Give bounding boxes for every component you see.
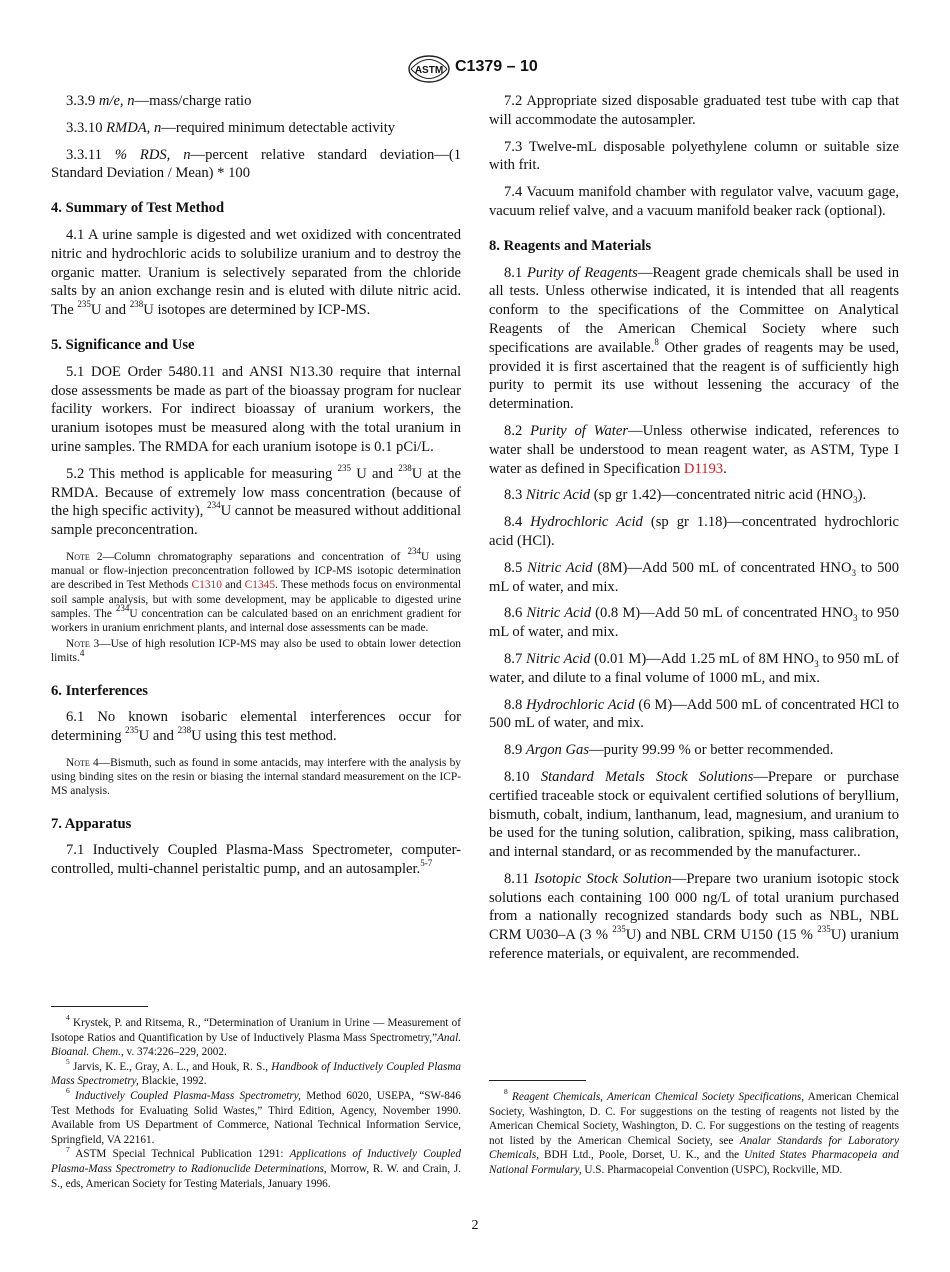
footnote-6: $^6$ Inductively Coupled Plasma-Mass Spectrometry, Method 6020, USEPA, “SW-846 Test Methods for Evaluating Solid Wastes,” Third Edition, Agency, November 1990. Available from US Department of Commerce, National Technical Information Service, Springfield, VA 22161. <box>51 1086 461 1146</box>
para-3-3-9: 3.3.9 m/e, n—mass/charge ratio <box>66 93 252 109</box>
para-5-2: 5.2 This method is applicable for measuring $^{235}$ U and $^{238}$U at the RMDA. Because of extremely low mass concentration (because of the high specific activity), $^{234}$U cannot be measured without additional sample preconcentration. <box>51 462 461 539</box>
page-header <box>0 54 950 86</box>
right-column <box>489 92 899 972</box>
para-6-1: 6.1 No known isobaric elemental interferences occur for determining $^{235}$U and $^{238}$U using this test method. <box>51 709 461 745</box>
para-8-3: 8.3 Nitric Acid (sp gr 1.42)—concentrated nitric acid $(HNO_3)$. <box>504 487 867 506</box>
para-8-7: 8.7 Nitric Acid (0.01 M)—Add 1.25 mL of 8M $HNO_3$ to 950 mL of water, and dilute to a final volume of 1000 mL, and mix. <box>489 650 900 686</box>
para-7-2: 7.2 Appropriate sized disposable graduated test tube with cap that will accommodate the autosampler. <box>489 93 899 128</box>
para-8-11: 8.11 Isotopic Stock Solution—Prepare two uranium isotopic stock solutions each containing 100 000 ng/L of total uranium purchased from a nationally recognized standards body such as NBL, NBL CRM U030–A (3 % $^{235}$U) and NBL CRM U150 (15 % $^{235}$U) uranium reference materials, or equivalent, are recommended. <box>489 870 899 963</box>
heading-apparatus: 7. Apparatus <box>51 815 132 832</box>
footnote-8: $^8$ Reagent Chemicals, American Chemical Society Specifications, American Chemical Society, Washington, D. C. For suggestions on the testing of reagents not listed by the American Chemical Society, Washington, D. C. For suggestions on the testing of reagents not listed by the American Chemical Society, see Analar Standards for Laboratory Chemicals, BDH Ltd., Poole, Dorset, U. K., and the United States Pharmacopeia and National Formulary, U.S. Pharmacopeial Convention (USPC), Rockville, MD. <box>489 1087 899 1176</box>
document-id: C1379 – 10 <box>455 58 538 75</box>
link-d1193[interactable]: D1193 <box>683 460 724 477</box>
astm-logo-icon <box>407 54 451 84</box>
link-c1345[interactable]: C1345 <box>244 579 276 592</box>
para-7-1: 7.1 Inductively Coupled Plasma-Mass Spectrometer, computer-controlled, multi-channel peristaltic pump, and an autosampler.$^{5-7}$ <box>51 842 461 878</box>
left-column <box>51 92 461 887</box>
para-8-10: 8.10 Standard Metals Stock Solutions—Prepare or purchase certified traceable stock or equivalent certified solutions of beryllium, bismuth, cobalt, indium, lanthanum, lead, magnesium, and uranium to be used for the tuning solution, calibration, spiking, mass calibration, and internal standard, or as recommended by the manufacturer.. <box>489 768 899 861</box>
footnote-5: $^5$ Jarvis, K. E., Gray, A. L., and Houk, R. S., Handbook of Inductively Coupled Plasma Mass Spectrometry, Blackie, 1992. <box>51 1057 461 1088</box>
heading-significance: 5. Significance and Use <box>51 336 195 353</box>
para-7-3: 7.3 Twelve-mL disposable polyethylene column or suitable size with frit. <box>489 138 899 174</box>
heading-summary: 4. Summary of Test Method <box>51 200 225 217</box>
para-8-2: 8.2 Purity of Water—Unless otherwise indicated, references to water shall be understood to mean reagent water, as ASTM, Type I water as defined in Specification D1193. <box>489 422 900 477</box>
para-5-1: 5.1 DOE Order 5480.11 and ANSI N13.30 require that internal dose assessments be made as part of the bioassay program for nuclear facility workers. For indirect bioassay of uranium workers, the uranium isotopes must be measured along with the total uranium in urine samples. The RMDA for each uranium isotope is 0.1 pCi/L. <box>51 363 461 455</box>
para-8-9: 8.9 Argon Gas—purity 99.99 % or better recommended. <box>504 742 834 759</box>
para-8-6: 8.6 Nitric Acid (0.8 M)—Add 50 mL of concentrated $HNO_3$ to 950 mL of water, and mix. <box>489 605 900 641</box>
para-3-3-11: 3.3.11 % RDS, n—percent relative standard deviation—(1 Standard Deviation / Mean) * 100 <box>51 146 461 182</box>
note-2: Note 2—Column chromatography separations and concentration of $^{234}$U using manual or flow-injection preconcentration followed by ICP-MS isotopic determination are described in Test Methods C1310 and C1345. These methods focus on environmental soil sample analysis, but with some development, may be applicable to digested urine samples. The $^{234}$U concentration can be calculated based on an enrichment gradient for workers in uranium enrichment plants, and internal dose assessments can be made. <box>51 546 462 634</box>
para-8-4: 8.4 Hydrochloric Acid (sp gr 1.18)—concentrated hydrochloric acid (HCl). <box>489 514 899 549</box>
footnote-rule-right <box>489 1080 586 1081</box>
para-4-1: 4.1 A urine sample is digested and wet oxidized with concentrated nitric and hydrochloric acids to solubilize uranium and to destroy the organic matter. Uranium is selectively separated from the chloride salts by an anion exchange resin and is eluted with dilute nitric acid. The $^{235}$U and $^{238}$U isotopes are determined by ICP-MS. <box>51 226 461 319</box>
footnote-7: $^7$ ASTM Special Technical Publication 1291: Applications of Inductively Coupled Plasma-Mass Spectrometry to Radionuclide Determinations, Morrow, R. W. and Crain, J. S., eds, American Society for Testing Materials, January 1996. <box>51 1144 461 1190</box>
para-8-5: 8.5 Nitric Acid (8M)—Add 500 mL of concentrated $HNO_3$ to 500 mL of water, and mix. <box>489 559 900 595</box>
footnote-rule-left <box>51 1006 148 1007</box>
para-7-4: 7.4 Vacuum manifold chamber with regulator valve, vacuum gage, vacuum relief valve, and a vacuum manifold beaker rack (optional). <box>489 184 899 219</box>
heading-interferences: 6. Interferences <box>51 682 148 699</box>
link-c1310[interactable]: C1310 <box>191 579 222 592</box>
para-8-1: 8.1 Purity of Reagents—Reagent grade chemicals shall be used in all tests. Unless otherwise indicated, it is intended that all reagents conform to the specifications of the Committee on Analytical Reagents of the American Chemical Society where such specifications are available.$^8$ Other grades of reagents may be used, provided it is first ascertained that the reagent is of sufficiently high purity to permit its use without lessening the accuracy of the determination. <box>489 264 899 413</box>
para-8-8: 8.8 Hydrochloric Acid (6 M)—Add 500 mL of concentrated HCl to 500 mL of water, and mix. <box>489 696 900 732</box>
para-3-3-10: 3.3.10 RMDA, n—required minimum detectable activity <box>66 119 396 136</box>
logo-text: ASTM <box>414 65 444 76</box>
note-3: Note 3—Use of high resolution ICP-MS may also be used to obtain lower detection limits.$^4$ <box>51 638 461 665</box>
footnote-4: $^4$ Krystek, P. and Ritsema, R., “Determination of Uranium in Urine — Measurement of Isotope Ratios and Quantification by Use of Inductively Plasma Mass Spectrometry,”Anal. Bioanal. Chem., v. 374:226–229, 2002. <box>51 1013 461 1059</box>
note-4: Note 4—Bismuth, such as found in some antacids, may interfere with the analysis by using binding sites on the resin or biasing the internal standard measurement on the ICP-MS analysis. <box>51 756 461 798</box>
footnotes-left <box>51 1013 461 1191</box>
heading-reagents: 8. Reagents and Materials <box>489 237 652 254</box>
page-number: 2 <box>471 1218 479 1233</box>
footnotes-right <box>489 1087 899 1178</box>
